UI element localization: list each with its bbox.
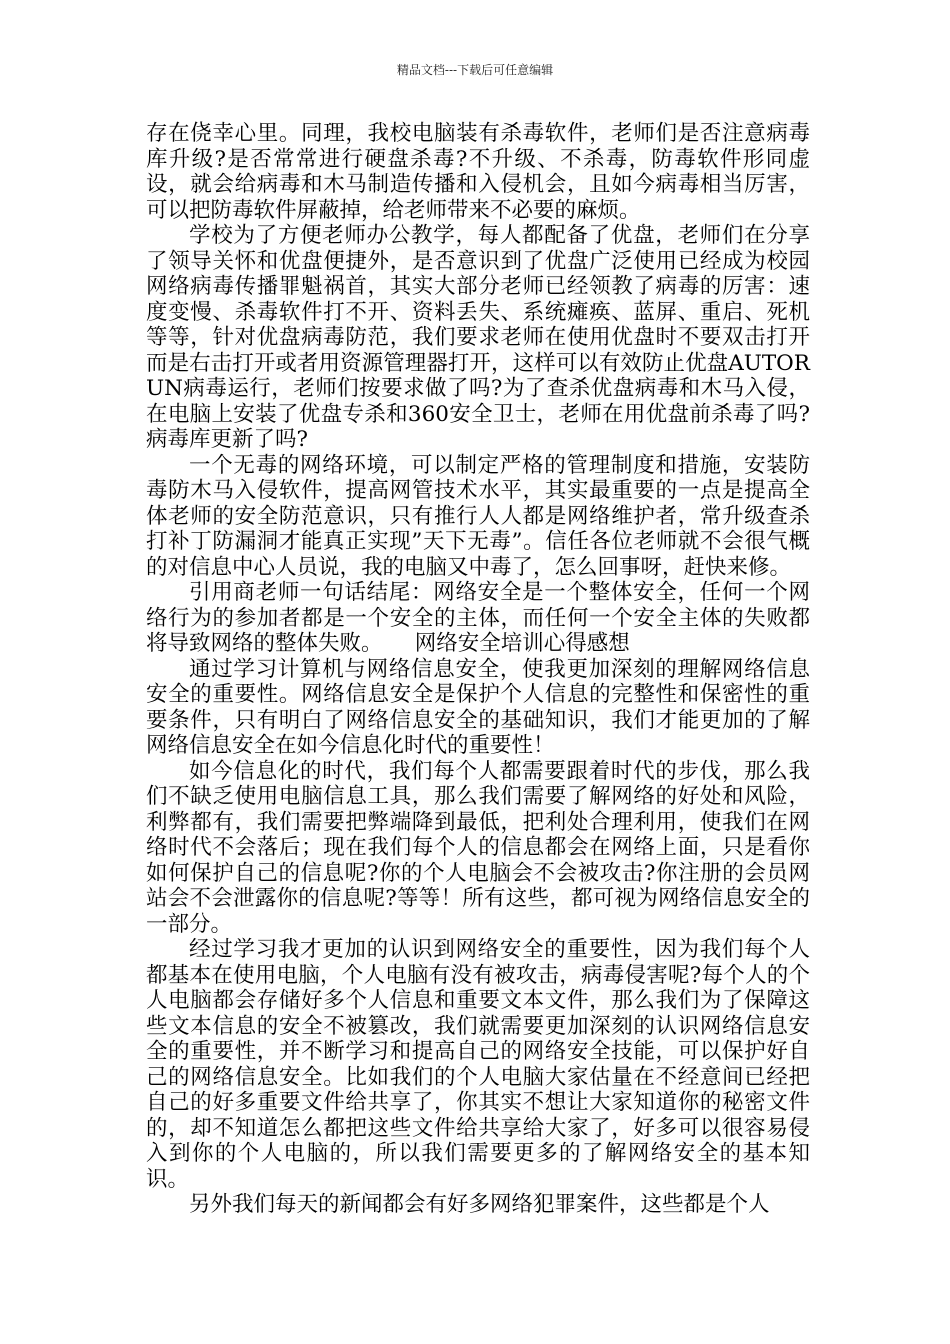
document-body [146, 121, 810, 1218]
paragraph: 通过学习计算机与网络信息安全，使我更加深刻的理解网络信息安全的重要性。网络信息安全是保护个人信息的完整性和保密性的重要条件，只有明白了网络信息安全的基础知识，我们才能更加的了解网络信息安全在如今信息化时代的重要性！ [146, 656, 810, 758]
paragraph: 学校为了方便老师办公教学，每人都配备了优盘，老师们在分享了领导关怀和优盘便捷外，是否意识到了优盘广泛使用已经成为校园网络病毒传播罪魁祸首，其实大部分老师已经领教了病毒的厉害：速度变慢、杀毒软件打不开、资料丢失、系统瘫痪、蓝屏、重启、死机等等，针对优盘病毒防范，我们要求老师在使用优盘时不要双击打开而是右击打开或者用资源管理器打开，这样可以有效防止优盘AUTORUN病毒运行，老师们按要求做了吗?为了查杀优盘病毒和木马入侵，在电脑上安装了优盘专杀和360安全卫士，老师在用优盘前杀毒了吗?病毒库更新了吗? [146, 223, 810, 452]
paragraph: 存在侥幸心里。同理，我校电脑装有杀毒软件，老师们是否注意病毒库升级?是否常常进行硬盘杀毒?不升级、不杀毒，防毒软件形同虚设，就会给病毒和木马制造传播和入侵机会，且如今病毒相当厉害，可以把防毒软件屏蔽掉，给老师带来不必要的麻烦。 [146, 121, 810, 223]
page-header: 精品文档---下载后可任意编辑 [396, 63, 554, 77]
paragraph: 另外我们每天的新闻都会有好多网络犯罪案件，这些都是个人 [189, 1192, 770, 1217]
paragraph: 经过学习我才更加的认识到网络安全的重要性，因为我们每个人都基本在使用电脑，个人电脑有没有被攻击，病毒侵害呢?每个人的个人电脑都会存储好多个人信息和重要文本文件，那么我们为了保障这些文本信息的安全不被篡改，我们就需要更加深刻的认识网络信息安全的重要性，并不断学习和提高自己的网络安全技能，可以保护好自己的网络信息安全。比如我们的个人电脑大家估量在不经意间已经把自己的好多重要文件给共享了，你其实不想让大家知道你的秘密文件的，却不知道怎么都把这些文件给共享给大家了，好多可以很容易侵入到你的个人电脑的，所以我们需要更多的了解网络安全的基本知识。 [146, 937, 810, 1192]
paragraph: 如今信息化的时代，我们每个人都需要跟着时代的步伐，那么我们不缺乏使用电脑信息工具，那么我们需要了解网络的好处和风险，利弊都有，我们需要把弊端降到最低，把利处合理利用，使我们在网络时代不会落后；现在我们每个人的信息都会在网络上面，只是看你如何保护自己的信息呢?你的个人电脑会不会被攻击?你注册的会员网站会不会泄露你的信息呢?等等！所有这些，都可视为网络信息安全的一部分。 [146, 758, 810, 937]
paragraph: 引用商老师一句话结尾：网络安全是一个整体安全，任何一个网络行为的参加者都是一个安全的主体，而任何一个安全主体的失败都将导致网络的整体失败。 网络安全培训心得感想 [146, 580, 810, 656]
paragraph: 一个无毒的网络环境，可以制定严格的管理制度和措施，安装防毒防木马入侵软件，提高网管技术水平，其实最重要的一点是提高全体老师的安全防范意识，只有推行人人都是网络维护者，常升级查杀打补丁防漏洞才能真正实现”天下无毒”。信任各位老师就不会很气概的对信息中心人员说，我的电脑又中毒了，怎么回事呀，赶快来修。 [146, 452, 810, 580]
